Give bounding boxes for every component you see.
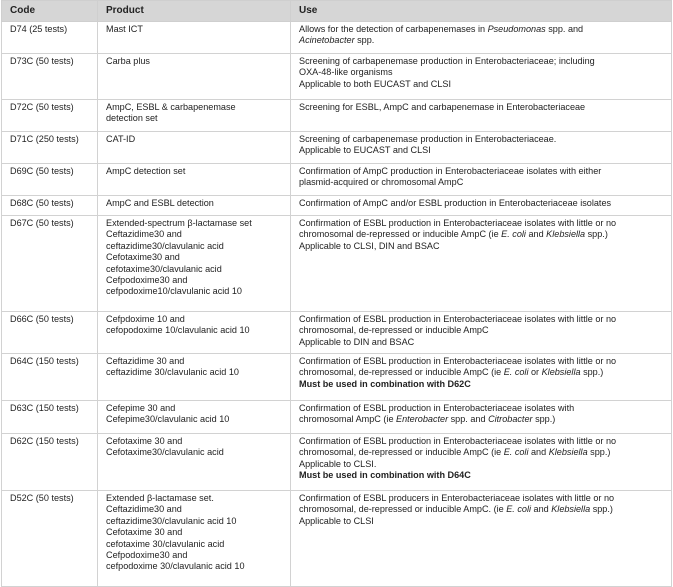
use-text: Confirmation of ESBL production in Enterobacteriaceae isolates with little or no [299, 218, 617, 228]
product-line: cefopodoxime 10/clavulanic acid 10 [106, 325, 250, 336]
use-line [299, 414, 663, 425]
table-row [2, 401, 672, 434]
organism-name: E. coli [503, 447, 529, 458]
use-text: Confirmation of ESBL production in Enterobacteriaceae isolates with [299, 403, 575, 413]
cell-product [98, 100, 291, 132]
use-line [299, 24, 663, 35]
code-text: D63C (150 tests) [10, 403, 79, 413]
use-text: spp. and [448, 414, 489, 425]
use-line [299, 241, 663, 252]
cell-code [2, 491, 98, 587]
table-row [2, 22, 672, 54]
product-line: Extended-spectrum β-lactamase set [106, 218, 252, 228]
product-line: Cefotaxime 30 and [106, 436, 183, 446]
organism-name: Acinetobacter [299, 35, 355, 46]
use-text: Screening for ESBL, AmpC and carbapenemase in Enterobacteriaceae [299, 102, 586, 112]
use-emphasis: Must be used in combination with D64C [299, 470, 471, 481]
cell-code [2, 196, 98, 216]
use-text: chromosomal, de-repressed or inducible AmpC (ie [299, 447, 504, 458]
product-line: Ceftazidime30 and [106, 504, 182, 515]
product-line: Cefpodoxime30 and [106, 275, 188, 286]
use-line [299, 403, 663, 414]
cell-code [2, 54, 98, 100]
use-line [299, 79, 663, 90]
product-line: AmpC, ESBL & carbapenemase [106, 102, 236, 112]
table-row [2, 216, 672, 312]
use-text: and [531, 504, 552, 515]
use-line [299, 470, 663, 481]
use-text: Confirmation of ESBL producers in Enterobacteriaceae isolates with little or no [299, 493, 615, 503]
code-text: D72C (50 tests) [10, 102, 74, 112]
code-text: D71C (250 tests) [10, 134, 79, 144]
product-line: Ceftazidime30 and [106, 229, 182, 240]
table-row [2, 354, 672, 401]
use-text: Applicable to DIN and BSAC [299, 336, 415, 347]
product-line: Carba plus [106, 56, 150, 66]
use-text: Confirmation of ESBL production in Enterobacteriaceae isolates with little or no [299, 314, 617, 324]
cell-use [291, 354, 672, 401]
use-text: spp.) [585, 229, 608, 240]
organism-name: Enterobacter [396, 414, 449, 425]
cell-code [2, 354, 98, 401]
header-code: Code [2, 1, 98, 22]
cell-product [98, 312, 291, 354]
product-line: cefpodoxime 30/clavulanic acid 10 [106, 561, 245, 572]
use-line [299, 504, 663, 515]
cell-product [98, 54, 291, 100]
use-text: spp.) [532, 414, 556, 425]
use-text: Applicable to CLSI. [299, 458, 377, 469]
product-line: Cefotaxime30/clavulanic acid [106, 447, 224, 458]
product-table [1, 0, 672, 587]
organism-name: E. coli [506, 504, 531, 515]
product-line: Ceftazidime 30 and [106, 356, 185, 366]
code-text: D67C (50 tests) [10, 218, 74, 228]
use-line [299, 177, 663, 188]
cell-use [291, 401, 672, 434]
organism-name: Pseudomonas [487, 24, 546, 34]
table-row [2, 312, 672, 354]
table-row [2, 434, 672, 491]
product-line: cefotaxime 30/clavulanic acid [106, 538, 225, 549]
cell-product [98, 164, 291, 196]
use-text: Applicable to EUCAST and CLSI [299, 145, 431, 156]
cell-code [2, 22, 98, 54]
use-text: Allows for the detection of carbapenemases in [299, 24, 488, 34]
use-line [299, 166, 663, 177]
use-line [299, 459, 663, 470]
use-text: Confirmation of AmpC and/or ESBL production in Enterobacteriaceae isolates [299, 198, 612, 208]
cell-product [98, 132, 291, 164]
use-text: chromosomal, de-repressed or inducible AmpC [299, 325, 489, 336]
table-row [2, 164, 672, 196]
cell-product [98, 216, 291, 312]
use-line [299, 229, 663, 240]
use-line [299, 356, 663, 367]
table-row [2, 491, 672, 587]
product-line: Cefpdoxime 10 and [106, 314, 185, 324]
use-text: Confirmation of ESBL production in Enterobacteriaceae isolates with little or no [299, 356, 617, 366]
use-text: Confirmation of AmpC production in Enterobacteriaceae isolates with either [299, 166, 602, 176]
header-product: Product [98, 1, 291, 22]
table-row [2, 132, 672, 164]
use-line [299, 436, 663, 447]
code-text: D62C (150 tests) [10, 436, 79, 446]
table-row [2, 54, 672, 100]
product-line: Cefepime 30 and [106, 403, 176, 413]
use-text: spp. and [545, 24, 584, 34]
cell-code [2, 434, 98, 491]
product-line: Cefpodoxime30 and [106, 550, 188, 561]
use-line [299, 516, 663, 527]
use-line [299, 102, 663, 113]
organism-name: Klebsiella [551, 504, 591, 515]
organism-name: Klebsiella [548, 447, 588, 458]
header-use: Use [291, 1, 672, 22]
organism-name: Citrobacter [488, 414, 533, 425]
use-text: spp.) [580, 367, 604, 378]
use-line [299, 325, 663, 336]
use-line [299, 367, 663, 378]
product-line: Cefotaxime 30 and [106, 527, 183, 538]
use-text: chromosomal de-repressed or inducible AmpC (ie [299, 229, 502, 240]
product-line: ceftazidime 30/clavulanic acid 10 [106, 367, 239, 378]
product-line: Mast ICT [106, 24, 143, 34]
cell-use [291, 132, 672, 164]
use-text: and [528, 447, 549, 458]
product-line: cefotaxime30/clavulanic acid [106, 263, 222, 274]
use-line [299, 493, 663, 504]
product-line: Cefepime30/clavulanic acid 10 [106, 414, 230, 425]
use-text: chromosomal, de-repressed or inducible AmpC (ie [299, 367, 504, 378]
use-text: spp. [354, 35, 375, 46]
cell-code [2, 164, 98, 196]
product-line: cefpodoxime10/clavulanic acid 10 [106, 286, 242, 297]
use-text: or [528, 367, 542, 378]
cell-product [98, 196, 291, 216]
cell-product [98, 491, 291, 587]
table-body [2, 22, 672, 587]
cell-use [291, 216, 672, 312]
cell-code [2, 100, 98, 132]
use-text: Applicable to both EUCAST and CLSI [299, 78, 451, 89]
code-text: D73C (50 tests) [10, 56, 74, 66]
cell-code [2, 401, 98, 434]
cell-product [98, 434, 291, 491]
use-line [299, 198, 663, 209]
use-text: Screening of carbapenemase production in Enterobacteriaceae. [299, 134, 557, 144]
use-line [299, 134, 663, 145]
cell-code [2, 216, 98, 312]
organism-name: Klebsiella [541, 367, 581, 378]
use-line [299, 145, 663, 156]
product-line: AmpC detection set [106, 166, 186, 176]
product-line: CAT-ID [106, 134, 136, 144]
cell-use [291, 22, 672, 54]
use-line [299, 35, 663, 46]
cell-use [291, 434, 672, 491]
product-line: AmpC and ESBL detection [106, 198, 214, 208]
use-text: Applicable to CLSI [299, 515, 374, 526]
cell-use [291, 491, 672, 587]
cell-use [291, 100, 672, 132]
cell-code [2, 312, 98, 354]
use-text: chromosomal AmpC (ie [299, 414, 397, 425]
organism-name: E. coli [503, 367, 529, 378]
table-row [2, 196, 672, 216]
cell-code [2, 132, 98, 164]
product-line: Extended β-lactamase set. [106, 493, 214, 503]
cell-use [291, 196, 672, 216]
cell-use [291, 54, 672, 100]
code-text: D52C (50 tests) [10, 493, 74, 503]
use-line [299, 379, 663, 390]
use-line [299, 314, 663, 325]
code-text: D74 (25 tests) [10, 24, 68, 34]
use-text: spp.) [590, 504, 613, 515]
organism-name: E. coli [501, 229, 526, 240]
use-line [299, 67, 663, 78]
cell-product [98, 401, 291, 434]
cell-product [98, 354, 291, 401]
code-text: D69C (50 tests) [10, 166, 74, 176]
use-text: OXA-48-like organisms [299, 67, 393, 78]
code-text: D64C (150 tests) [10, 356, 79, 366]
code-text: D68C (50 tests) [10, 198, 74, 208]
use-line [299, 56, 663, 67]
use-text: Confirmation of ESBL production in Enterobacteriaceae isolates with little or no [299, 436, 617, 446]
use-line [299, 447, 663, 458]
product-line: ceftazidime30/clavulanic acid 10 [106, 515, 237, 526]
use-text: plasmid-acquired or chromosomal AmpC [299, 177, 464, 188]
product-line: Cefotaxime30 and [106, 252, 180, 263]
cell-use [291, 312, 672, 354]
product-line: ceftazidime30/clavulanic acid [106, 240, 224, 251]
header-row [2, 1, 672, 22]
cell-product [98, 22, 291, 54]
table-row [2, 100, 672, 132]
use-text: spp.) [587, 447, 611, 458]
use-text: chromosomal, de-repressed or inducible AmpC. (ie [299, 504, 507, 515]
use-text: Screening of carbapenemase production in Enterobacteriaceae; including [299, 56, 595, 66]
code-text: D66C (50 tests) [10, 314, 74, 324]
cell-use [291, 164, 672, 196]
use-line [299, 218, 663, 229]
product-line: detection set [106, 113, 158, 124]
organism-name: Klebsiella [546, 229, 586, 240]
use-line [299, 337, 663, 348]
use-text: Applicable to CLSI, DIN and BSAC [299, 240, 440, 251]
use-text: and [525, 229, 547, 240]
use-emphasis: Must be used in combination with D62C [299, 378, 471, 389]
